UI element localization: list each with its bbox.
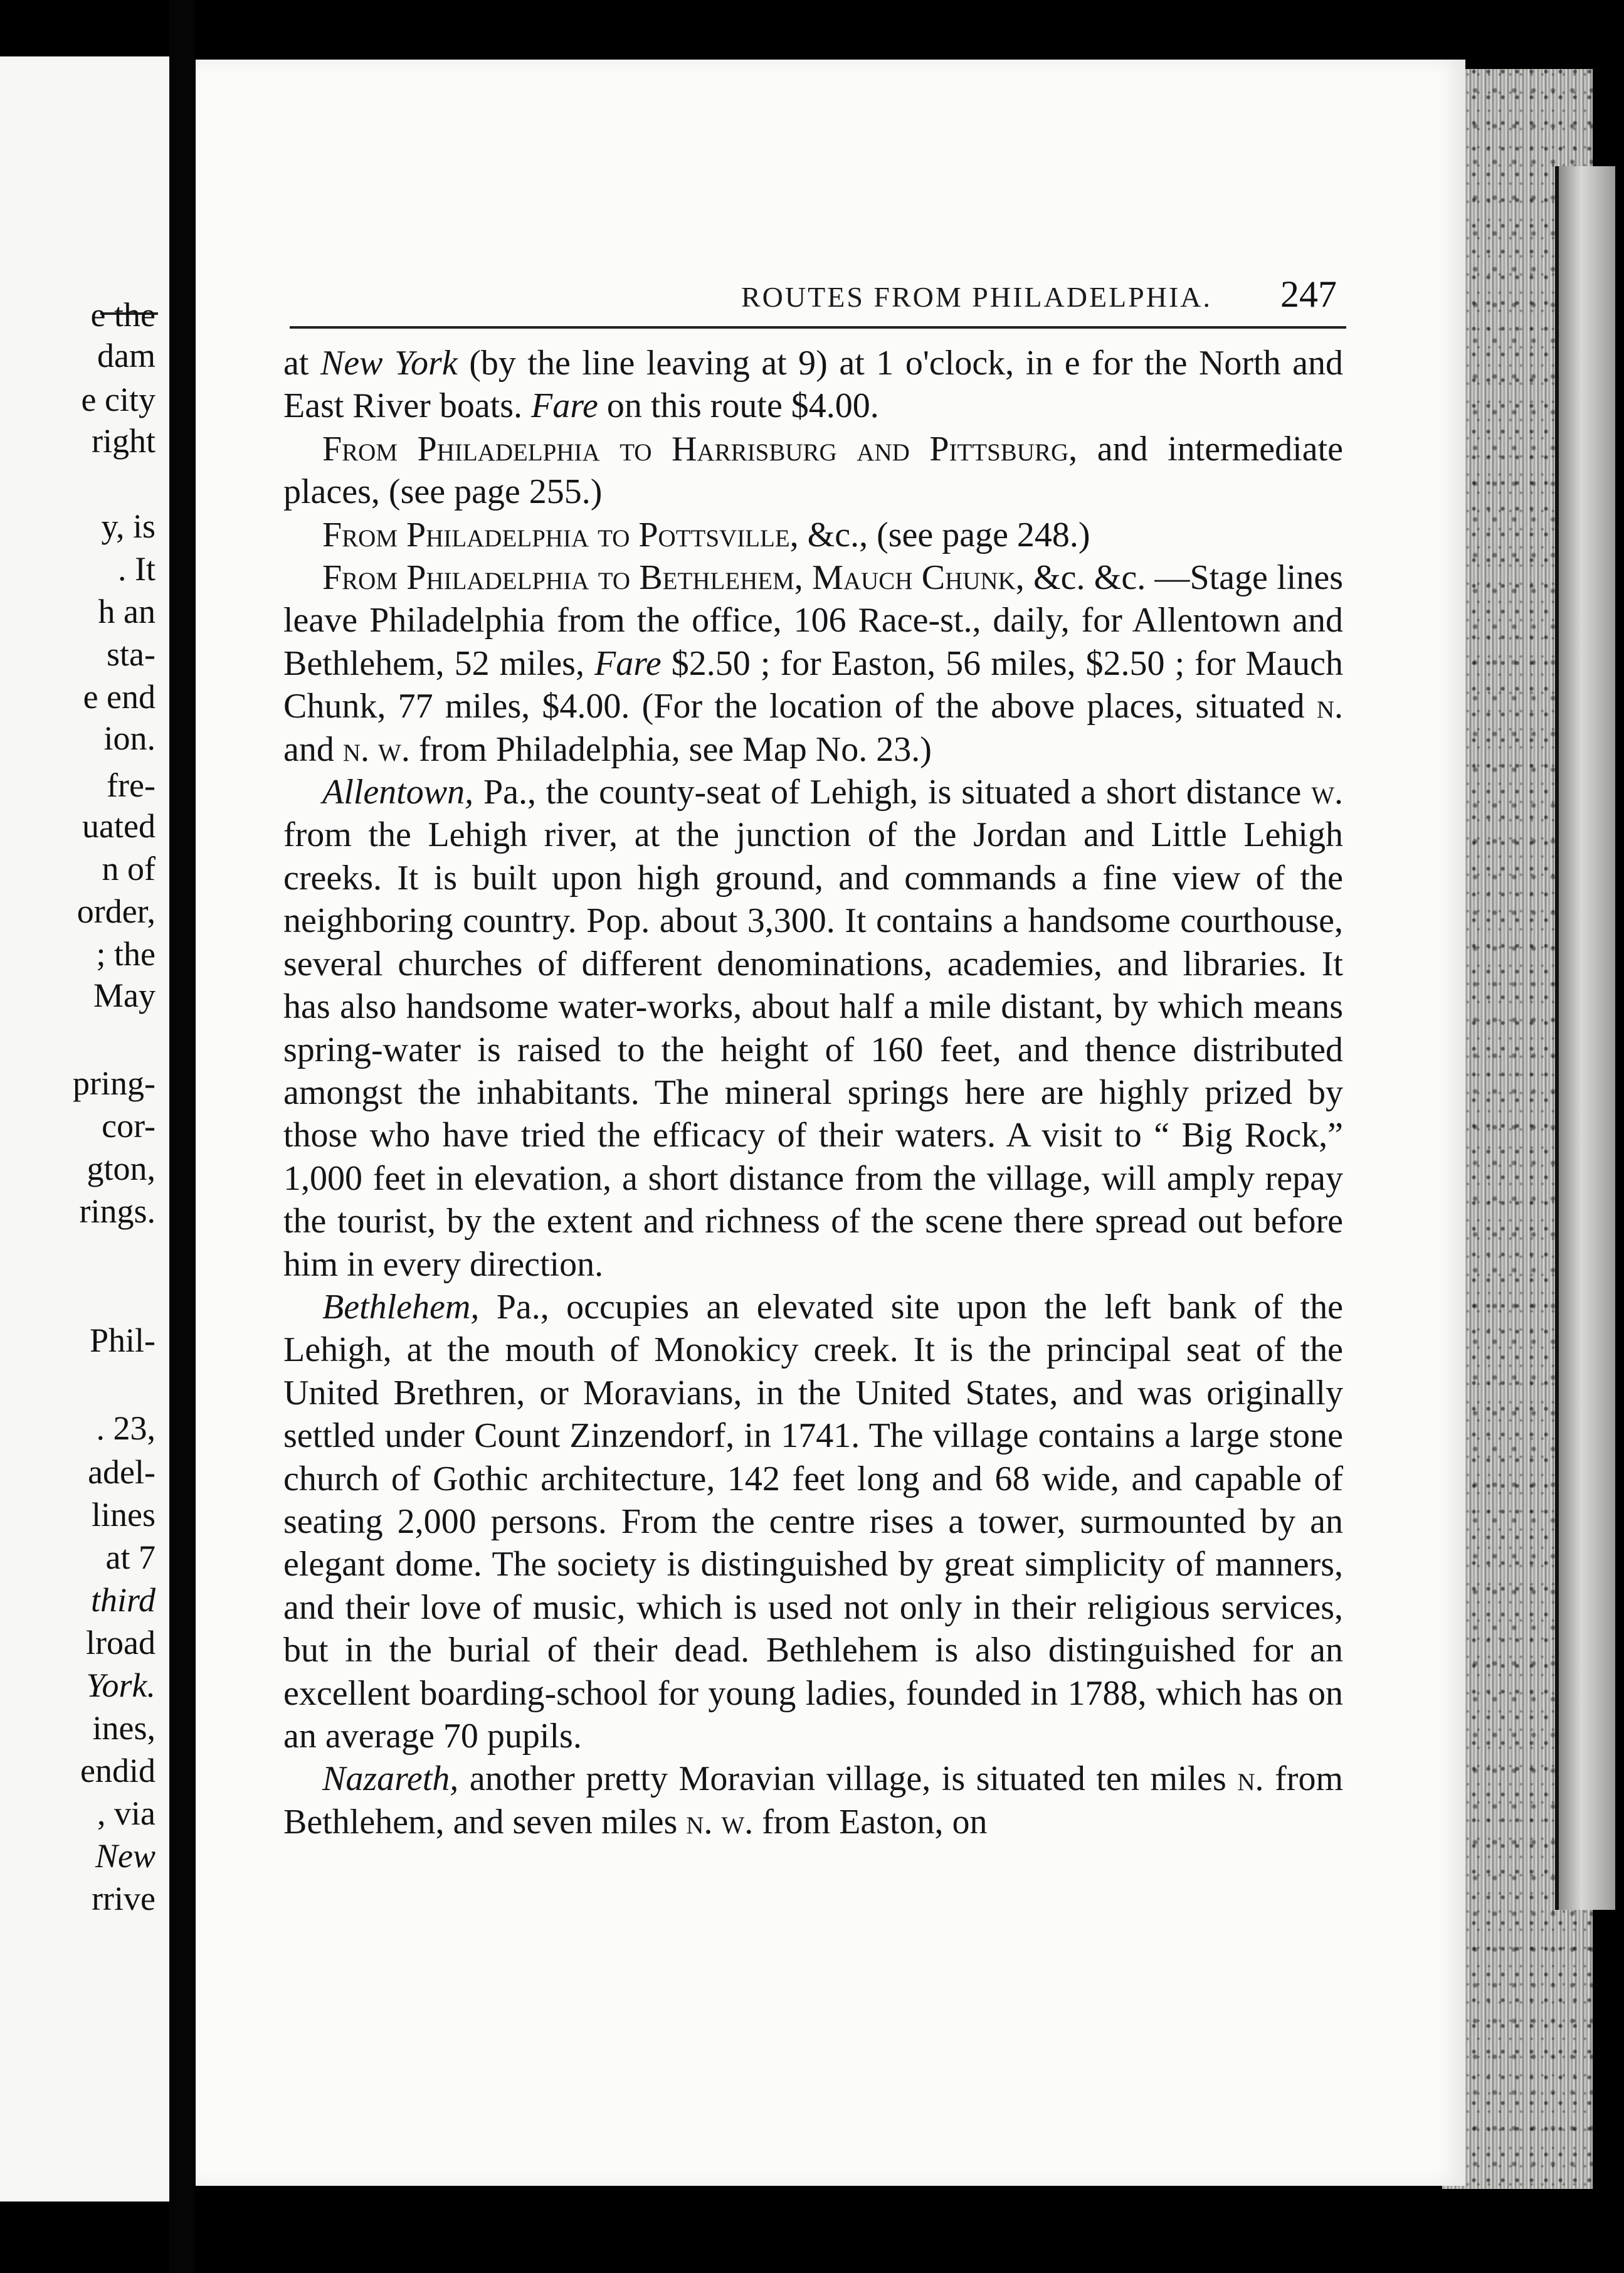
left-page-text-fragment: , via [97, 1794, 156, 1832]
left-page-text-fragment: uated [82, 807, 156, 845]
left-page-text-fragment: at 7 [105, 1539, 156, 1576]
left-page-text-fragment: right [92, 422, 156, 460]
left-facing-page [0, 56, 169, 2201]
book-gutter [169, 0, 194, 2273]
running-title: ROUTES FROM PHILADELPHIA. [741, 281, 1212, 313]
paragraph-nazareth: Nazareth, another pretty Moravian village, is situated ten miles n. from Bethlehem, and seven miles n. w. from Easton, on [283, 1759, 1343, 1841]
header-rule [290, 326, 1346, 329]
book-cover-board [1555, 166, 1615, 1910]
left-page-text-fragment: n of [102, 850, 156, 887]
book-page [196, 60, 1465, 2186]
left-page-text-fragment: rrive [92, 1880, 156, 1917]
paragraph-harrisburg-route: From Philadelphia to Harrisburg and Pittsburg, and intermediate places, (see page 255.) [283, 429, 1343, 512]
left-page-text-fragment: third [90, 1581, 156, 1619]
left-page-text-fragment: lines [92, 1496, 156, 1534]
paragraph-continued: at New York (by the line leaving at 9) at 1 o'clock, in e for the North and East River boats. Fare on this route $4.00. [283, 344, 1343, 426]
left-page-text-fragment: May [93, 977, 156, 1014]
left-page-text-fragment: pring- [73, 1064, 156, 1102]
left-page-text-fragment: order, [76, 893, 156, 930]
left-page-text-fragment: ; the [96, 935, 156, 973]
left-page-text-fragment: sta- [107, 635, 156, 673]
left-page-text-fragment: Phil- [89, 1322, 156, 1359]
page-number: 247 [1280, 273, 1337, 315]
left-page-text-fragment: New [95, 1837, 156, 1875]
left-page-text-fragment: e the [90, 296, 156, 334]
left-page-text-fragment: endid [80, 1752, 156, 1789]
page-header [277, 273, 1356, 331]
left-page-text-fragment: York. [86, 1666, 156, 1704]
left-page-text-fragment: adel- [88, 1453, 156, 1491]
left-page-text-fragment: dam [97, 337, 156, 374]
left-page-text-fragment: cor- [102, 1107, 156, 1145]
left-page-text-fragment: y, is [101, 507, 156, 545]
left-page-text-fragment: lroad [86, 1624, 156, 1661]
left-page-text-fragment: . 23, [96, 1409, 156, 1447]
left-page-text-fragment: fre- [107, 766, 156, 804]
left-page-text-fragment: ines, [92, 1709, 156, 1747]
paragraph-allentown: Allentown, Pa., the county-seat of Lehigh, is situated a short distance w. from the Lehigh river, at the junction of the Jordan and Little Lehigh creeks. It is built upon high ground, and commands a fine view of the neighboring country. Pop. about 3,300. It contains a handsome courthouse, several churches of different denominations, academies, and libraries. It has also handsome water-works, about half a mile distant, by which means spring-water is raised to the height of 160 feet, and thence distributed amongst the inhabitants. The mineral springs here are highly prized by those who have tried the efficacy of their waters. A visit to “ Big Rock,” 1,000 feet in elevation, a short distance from the village, will amply repay the tourist, by the extent and richness of the scene there spread out before him in every direction. [283, 773, 1343, 1284]
left-page-text-fragment: h an [98, 593, 156, 630]
left-page-text-fragment: . It [118, 550, 156, 588]
left-page-text-fragment: gton, [87, 1150, 156, 1187]
paragraph-bethlehem-route: From Philadelphia to Bethlehem, Mauch Chunk, &c. &c. —Stage lines leave Philadelphia from the office, 106 Race-st., daily, for Allentown and Bethlehem, 52 miles, Fare $2.50 ; for Easton, 56 miles, $2.50 ; for Mauch Chunk, 77 miles, $4.00. (For the location of the above places, situated n. and n. w. from Philadelphia, see Map No. 23.) [283, 558, 1343, 769]
paragraph-bethlehem: Bethlehem, Pa., occupies an elevated site upon the left bank of the Lehigh, at the mouth of Monokicy creek. It is the principal seat of the United Brethren, or Moravians, in the United States, and was originally settled under Count Zinzendorf, in 1741. The village contains a large stone church of Gothic architecture, 142 feet long and 68 wide, and capable of seating 2,000 persons. From the centre rises a tower, surmounted by an elegant dome. The society is distinguished by great simplicity of manners, and their love of music, which is used not only in their religious services, but in the burial of their dead. Bethlehem is also distinguished for an excellent boarding-school for young ladies, founded in 1788, which has on an average 70 pupils. [283, 1287, 1343, 1756]
body-text [283, 342, 1343, 1843]
left-page-text-fragment: e end [83, 678, 156, 716]
left-page-text-fragment: ion. [103, 719, 156, 757]
left-page-text-fragment: e city [81, 381, 156, 418]
left-page-text-fragment: rings. [79, 1192, 156, 1230]
paragraph-pottsville-route: From Philadelphia to Pottsville, &c., (see page 248.) [322, 515, 1090, 554]
